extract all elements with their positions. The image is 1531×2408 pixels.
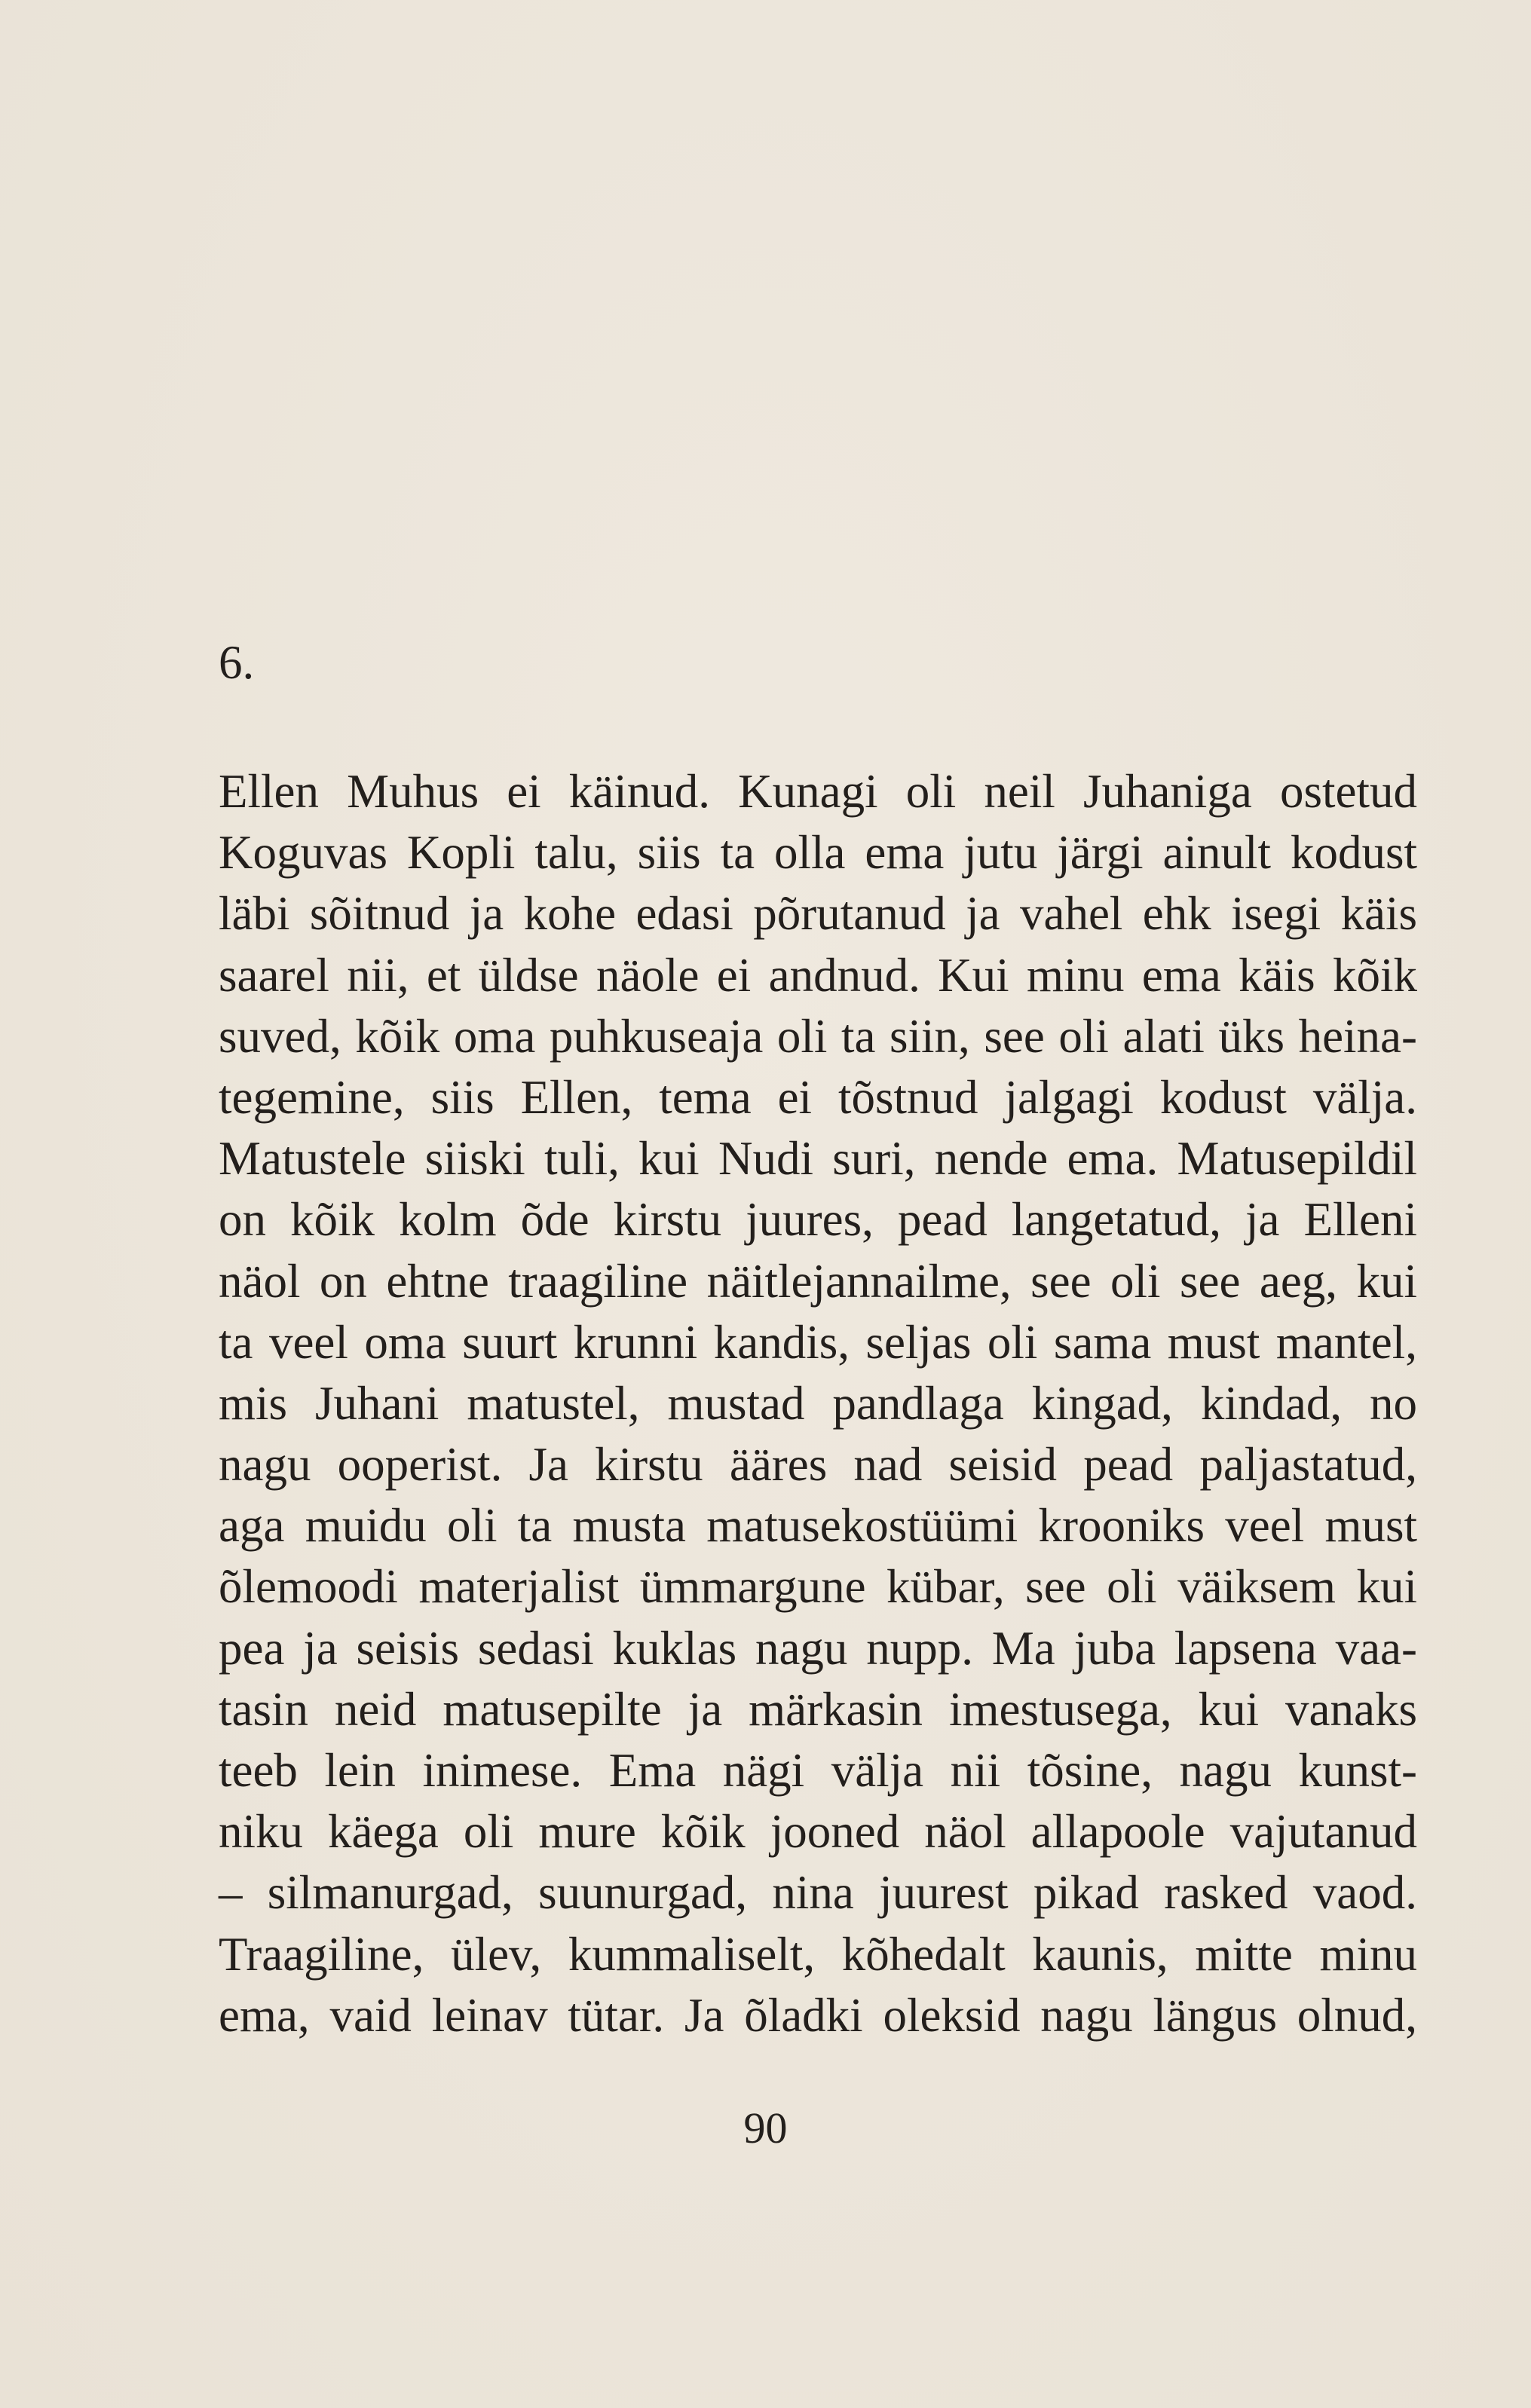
text-line: ema, vaid leinav tütar. Ja õladki oleksid nagu längus olnud,	[219, 1988, 1417, 2042]
text-line: – silmanurgad, suunurgad, nina juurest pikad rasked vaod.	[219, 1866, 1417, 1920]
text-line: pea ja seisis sedasi kuklas nagu nupp. Ma juba lapsena vaa-	[219, 1621, 1417, 1675]
text-line: näol on ehtne traagiline näitlejannailme, see oli see aeg, kui	[219, 1254, 1417, 1308]
text-line: Matustele siiski tuli, kui Nudi suri, nende ema. Matusepildil	[219, 1132, 1417, 1186]
text-line: on kõik kolm õde kirstu juures, pead langetatud, ja Elleni	[219, 1193, 1417, 1247]
body-text	[219, 761, 1417, 2046]
text-line: nagu ooperist. Ja kirstu ääres nad seisid pead paljastatud,	[219, 1438, 1417, 1492]
page-number: 90	[743, 2104, 788, 2153]
text-line: teeb lein inimese. Ema nägi välja nii tõsine, nagu kunst-	[219, 1744, 1417, 1797]
text-line: läbi sõitnud ja kohe edasi põrutanud ja vahel ehk isegi käis	[219, 887, 1417, 941]
text-line: Traagiline, ülev, kummaliselt, kõhedalt kaunis, mitte minu	[219, 1927, 1417, 1981]
text-line: niku käega oli mure kõik jooned näol allapoole vajutanud	[219, 1805, 1417, 1859]
text-line: suved, kõik oma puhkuseaja oli ta siin, see oli alati üks heina-	[219, 1009, 1417, 1063]
text-line: õlemoodi materjalist ümmargune kübar, see oli väiksem kui	[219, 1560, 1417, 1614]
text-line: mis Juhani matustel, mustad pandlaga kingad, kindad, no	[219, 1376, 1417, 1430]
text-line: tegemine, siis Ellen, tema ei tõstnud jalgagi kodust välja.	[219, 1070, 1417, 1124]
text-line: tasin neid matusepilte ja märkasin imestusega, kui vanaks	[219, 1682, 1417, 1736]
text-line: ta veel oma suurt krunni kandis, seljas oli sama must mantel,	[219, 1315, 1417, 1369]
text-line: Koguvas Kopli talu, siis ta olla ema jutu järgi ainult kodust	[219, 826, 1417, 880]
text-line: aga muidu oli ta musta matusekostüümi krooniks veel must	[219, 1499, 1417, 1553]
text-line: saarel nii, et üldse näole ei andnud. Kui minu ema käis kõik	[219, 948, 1417, 1002]
chapter-number: 6.	[219, 636, 255, 689]
text-line: Ellen Muhus ei käinud. Kunagi oli neil Juhaniga ostetud	[219, 765, 1417, 818]
